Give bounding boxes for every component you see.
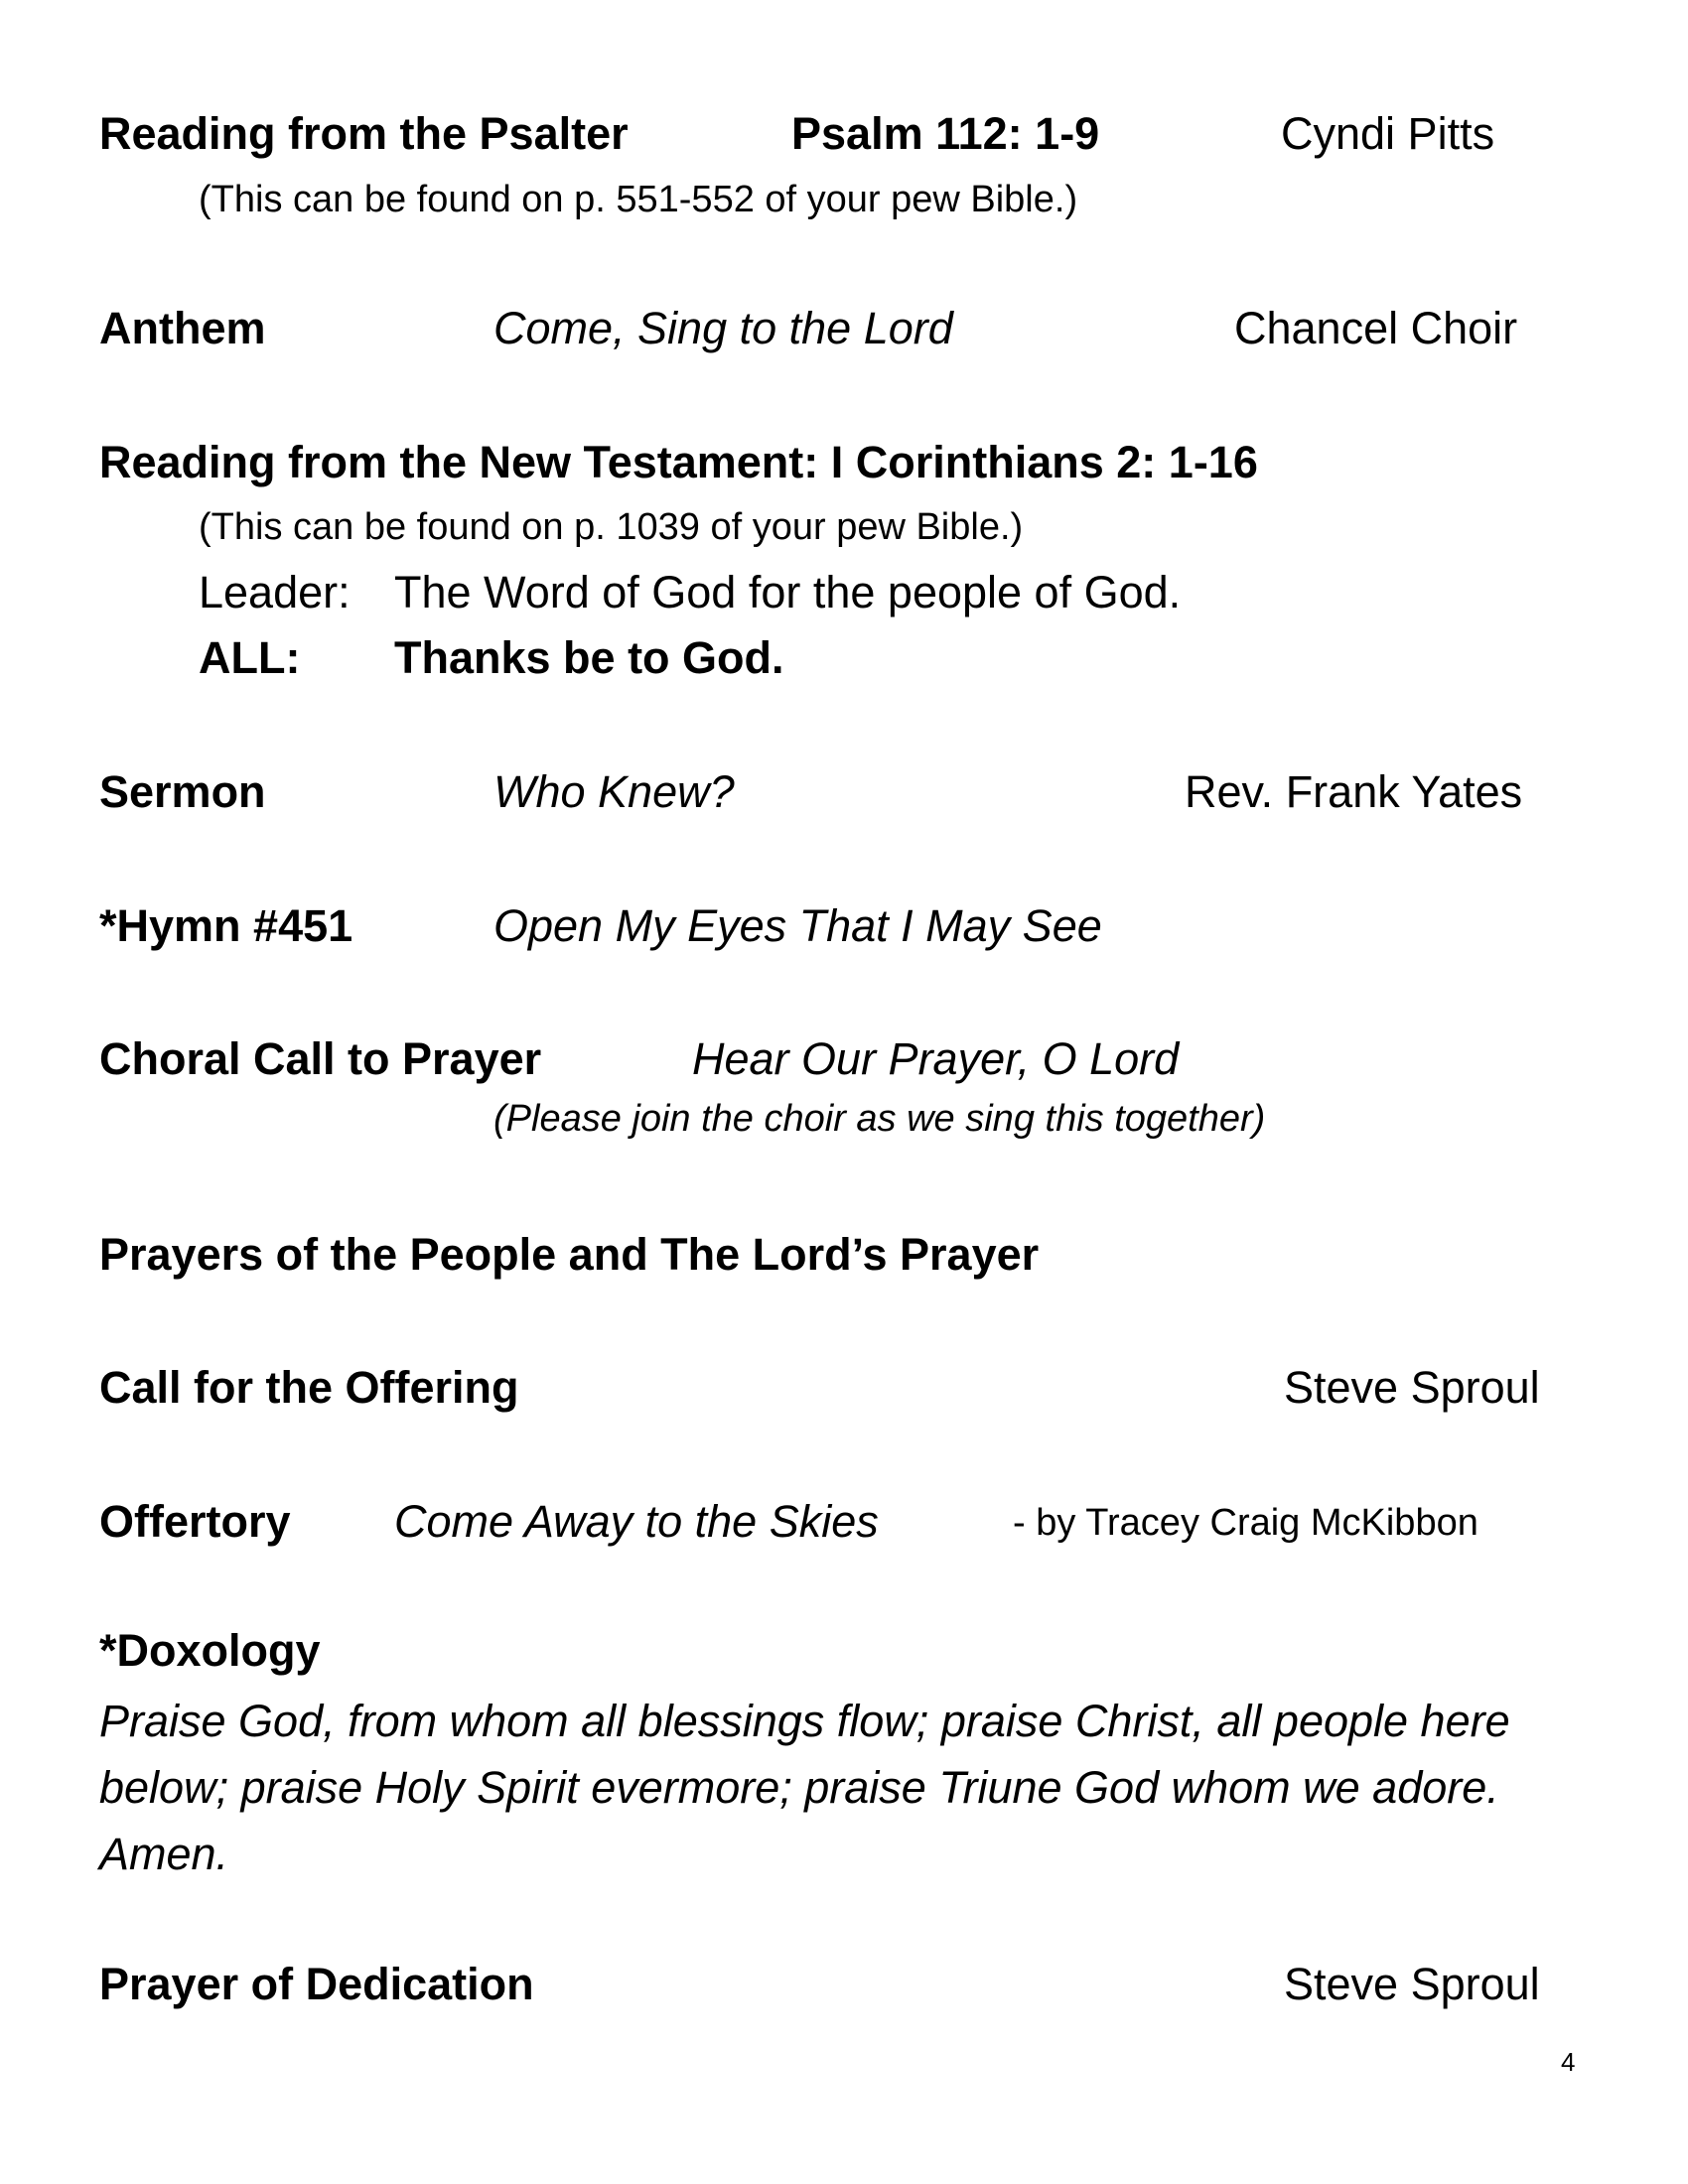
anthem-title: Anthem — [99, 303, 266, 353]
sermon-title: Sermon — [99, 766, 266, 817]
all-label: ALL: — [199, 632, 301, 683]
sermon-work: Who Knew? — [493, 766, 735, 817]
choral-call-title: Choral Call to Prayer — [99, 1033, 542, 1084]
leader-label: Leader: — [199, 567, 351, 617]
offertory-composer: - by Tracey Craig McKibbon — [1013, 1502, 1478, 1544]
offertory-work: Come Away to the Skies — [394, 1496, 879, 1547]
doxology-text: Praise God, from whom all blessings flow; praise Christ, all people here below; praise Holy Spirit evermore; praise Triune God whom we adore. Amen. — [99, 1696, 1510, 1879]
page-number: 4 — [1561, 2047, 1576, 2077]
choral-call-work: Hear Our Prayer, O Lord — [692, 1033, 1180, 1084]
psalter-reader: Cyndi Pitts — [1281, 108, 1495, 159]
psalter-reference: Psalm 112: 1-9 — [791, 108, 1100, 159]
choral-call-note: (Please join the choir as we sing this together) — [493, 1098, 1266, 1140]
anthem-performer: Chancel Choir — [1234, 303, 1518, 353]
leader-text: The Word of God for the people of God. — [394, 567, 1182, 617]
all-text: Thanks be to God. — [394, 632, 784, 683]
offering-call-title: Call for the Offering — [99, 1362, 519, 1413]
offering-call-leader: Steve Sproul — [1284, 1362, 1540, 1413]
sermon-preacher: Rev. Frank Yates — [1185, 766, 1523, 817]
nt-reading-title: Reading from the New Testament: I Corinthians 2: 1-16 — [99, 437, 1258, 487]
psalter-note: (This can be found on p. 551-552 of your pew Bible.) — [199, 179, 1078, 220]
doxology-title: *Doxology — [99, 1625, 321, 1676]
nt-reading-note: (This can be found on p. 1039 of your pew Bible.) — [199, 506, 1024, 548]
psalter-title: Reading from the Psalter — [99, 108, 629, 159]
offertory-title: Offertory — [99, 1496, 291, 1547]
dedication-title: Prayer of Dedication — [99, 1959, 534, 2009]
anthem-work: Come, Sing to the Lord — [493, 303, 953, 353]
hymn-work: Open My Eyes That I May See — [493, 900, 1102, 951]
prayers-title: Prayers of the People and The Lord’s Prayer — [99, 1229, 1040, 1280]
dedication-leader: Steve Sproul — [1284, 1959, 1540, 2009]
hymn-title: *Hymn #451 — [99, 900, 353, 951]
